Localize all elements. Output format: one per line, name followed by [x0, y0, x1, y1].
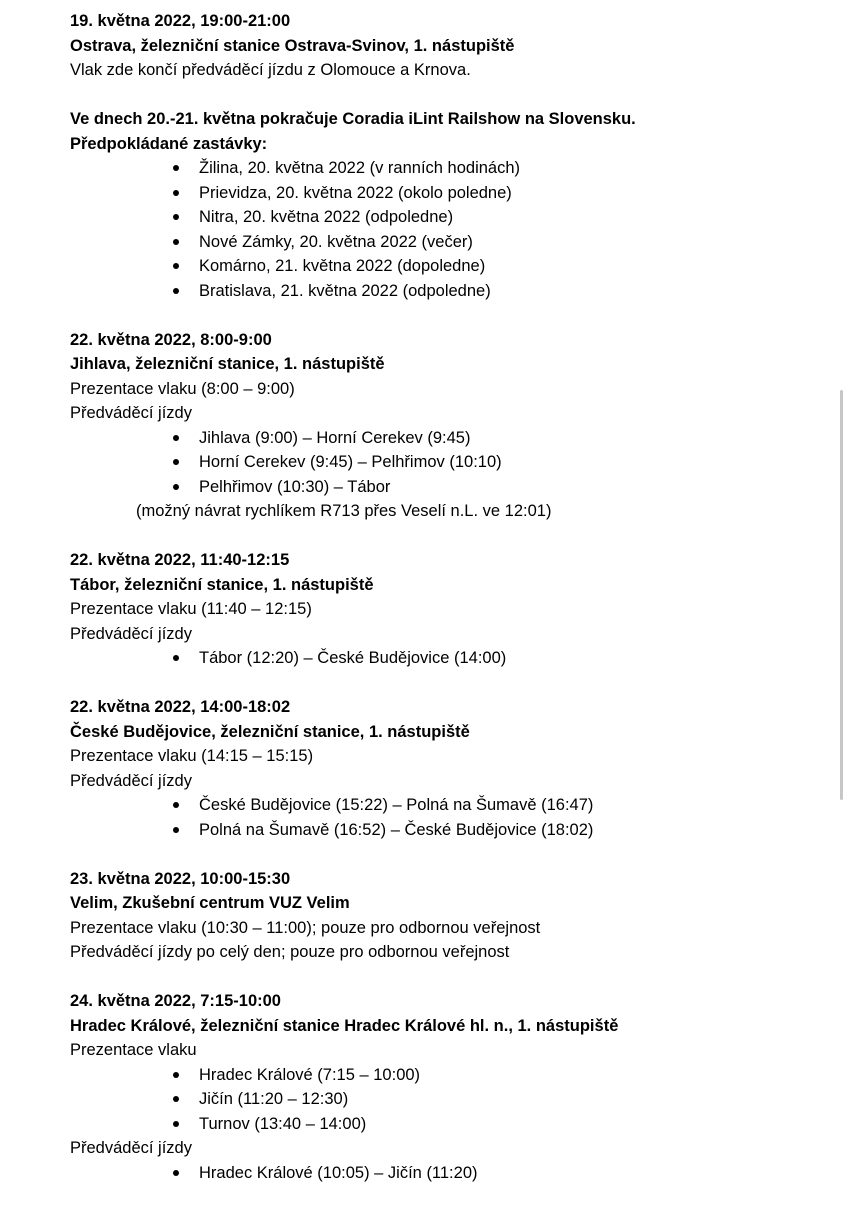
event-date: 23. května 2022, 10:00-15:30	[70, 869, 291, 888]
return-note: (možný návrat rychlíkem R713 přes Veselí n.L. ve 12:01)	[136, 502, 552, 520]
event-place: Ostrava, železniční stanice Ostrava-Svinov, 1. nástupiště	[70, 36, 515, 55]
event-date: 22. května 2022, 8:00-9:00	[70, 330, 272, 349]
list-item: Nové Zámky, 20. května 2022 (večer)	[70, 230, 830, 255]
list-item: Jihlava (9:00) – Horní Cerekev (9:45)	[70, 426, 830, 451]
rides-list	[70, 646, 830, 671]
rides-label: Předváděcí jízdy	[70, 404, 192, 422]
list-item: Žilina, 20. května 2022 (v ranních hodinách)	[70, 156, 830, 181]
presentation-text: Prezentace vlaku (8:00 – 9:00)	[70, 379, 295, 398]
list-item: Polná na Šumavě (16:52) – České Budějovice (18:02)	[70, 818, 830, 843]
list-item: Hradec Králové (7:15 – 10:00)	[70, 1063, 830, 1088]
rides-label: Předváděcí jízdy	[70, 624, 192, 643]
event-date: 22. května 2022, 14:00-18:02	[70, 698, 291, 716]
list-item: Nitra, 20. května 2022 (odpoledne)	[70, 205, 830, 230]
rides-list	[70, 426, 830, 500]
section-slovakia	[70, 107, 830, 303]
list-item: Pelhřimov (10:30) – Tábor	[70, 475, 830, 500]
rides-list	[70, 793, 830, 842]
presentation-text: Prezentace vlaku (10:30 – 11:00); pouze pro odbornou veřejnost	[70, 918, 541, 937]
presentation-label: Prezentace vlaku	[70, 1041, 197, 1059]
event-date: 24. května 2022, 7:15-10:00	[70, 992, 281, 1010]
presentation-text: Prezentace vlaku (11:40 – 12:15)	[70, 600, 312, 618]
stops-heading: Předpokládané zastávky:	[70, 134, 268, 153]
event-place: Jihlava, železniční stanice, 1. nástupiště	[70, 355, 385, 373]
event-place: Tábor, železniční stanice, 1. nástupiště	[70, 575, 374, 594]
list-item: Turnov (13:40 – 14:00)	[70, 1112, 830, 1137]
section-hradec-kralove	[70, 989, 830, 1185]
section-velim	[70, 867, 830, 965]
section-ostrava	[70, 9, 830, 83]
rides-list	[70, 1161, 830, 1186]
event-place: Velim, Zkušební centrum VUZ Velim	[70, 894, 350, 912]
list-item: Tábor (12:20) – České Budějovice (14:00)	[70, 646, 830, 671]
section-jihlava	[70, 328, 830, 524]
list-item: Bratislava, 21. května 2022 (odpoledne)	[70, 279, 830, 304]
vertical-scrollbar[interactable]	[840, 390, 843, 800]
event-date: 22. května 2022, 11:40-12:15	[70, 551, 290, 569]
rides-text: Předváděcí jízdy po celý den; pouze pro odbornou veřejnost	[70, 943, 510, 961]
rides-label: Předváděcí jízdy	[70, 771, 192, 790]
section-tabor	[70, 548, 830, 671]
section-ceske-budejovice	[70, 695, 830, 842]
presentation-list	[70, 1063, 830, 1137]
list-item: České Budějovice (15:22) – Polná na Šumavě (16:47)	[70, 793, 830, 818]
stops-list	[70, 156, 830, 303]
document-page	[70, 9, 830, 1210]
slovakia-heading: Ve dnech 20.-21. května pokračuje Coradia iLint Railshow na Slovensku.	[70, 110, 636, 128]
event-text: Vlak zde končí předváděcí jízdu z Olomouce a Krnova.	[70, 61, 471, 79]
rides-label: Předváděcí jízdy	[70, 1139, 192, 1157]
list-item: Hradec Králové (10:05) – Jičín (11:20)	[70, 1161, 830, 1186]
presentation-text: Prezentace vlaku (14:15 – 15:15)	[70, 747, 314, 765]
list-item: Horní Cerekev (9:45) – Pelhřimov (10:10)	[70, 450, 830, 475]
list-item: Prievidza, 20. května 2022 (okolo poledne)	[70, 181, 830, 206]
event-place: České Budějovice, železniční stanice, 1. nástupiště	[70, 722, 470, 741]
list-item: Komárno, 21. května 2022 (dopoledne)	[70, 254, 830, 279]
list-item: Jičín (11:20 – 12:30)	[70, 1087, 830, 1112]
event-place: Hradec Králové, železniční stanice Hradec Králové hl. n., 1. nástupiště	[70, 1016, 619, 1035]
event-date: 19. května 2022, 19:00-21:00	[70, 12, 291, 30]
